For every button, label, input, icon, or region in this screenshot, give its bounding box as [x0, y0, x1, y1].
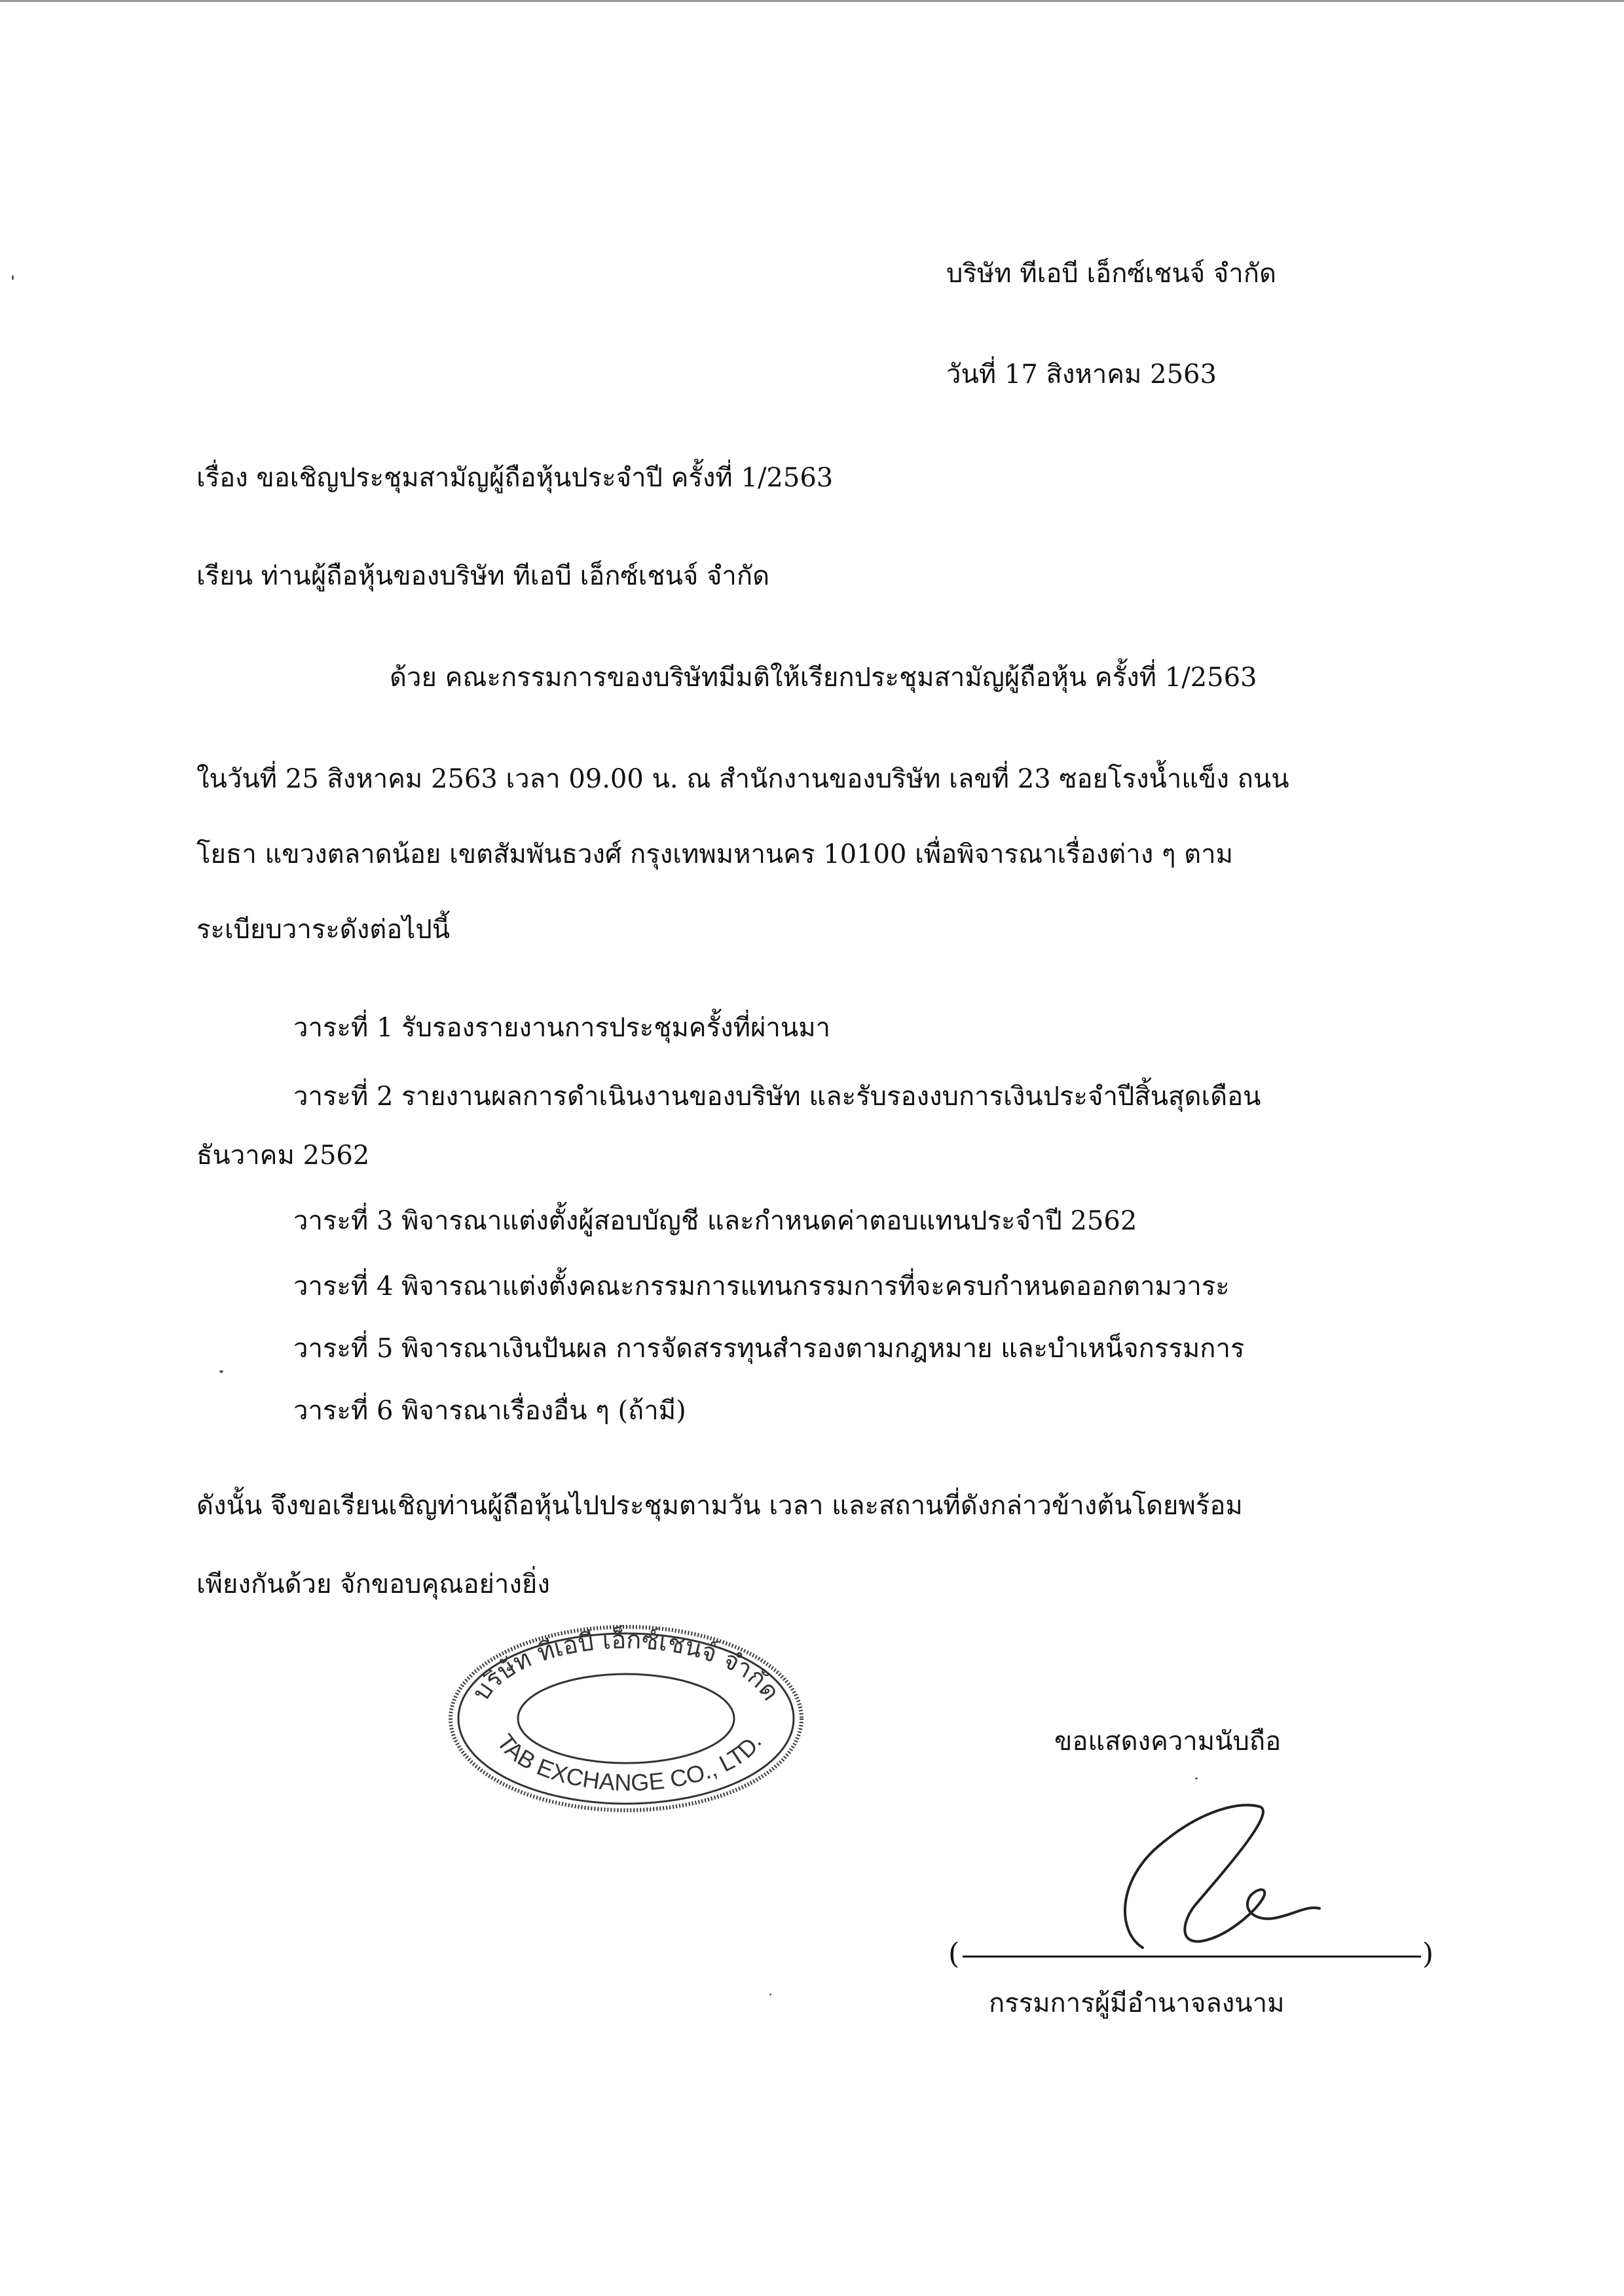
scan-speck [1195, 1777, 1198, 1779]
intro-line-1: ด้วย คณะกรรมการของบริษัทมีมติให้เรียกประชุมสามัญผู้ถือหุ้น ครั้งที่ 1/2563 [390, 663, 1257, 693]
handwritten-signature [953, 1781, 1444, 1951]
subject-line: เรื่อง ขอเชิญประชุมสามัญผู้ถือหุ้นประจำปี ครั้งที่ 1/2563 [196, 463, 834, 493]
scan-edge [0, 0, 1624, 2]
agenda-item-5: วาระที่ 5 พิจารณาเงินปันผล การจัดสรรทุนสำรองตามกฎหมาย และบำเหน็จกรรมการ [293, 1334, 1245, 1364]
closing-line-1: ดังนั้น จึงขอเรียนเชิญท่านผู้ถือหุ้นไปประชุมตามวัน เวลา และสถานที่ดังกล่าวข้างต้นโดยพร้อม [196, 1491, 1243, 1521]
agenda-item-2-continued: ธันวาคม 2562 [196, 1140, 370, 1171]
scan-speck [12, 275, 14, 280]
agenda-item-2: วาระที่ 2 รายงานผลการดำเนินงานของบริษัท และรับรองงบการเงินประจำปีสิ้นสุดเดือน [293, 1082, 1261, 1112]
company-name: บริษัท ทีเอบี เอ็กซ์เชนจ์ จำกัด [946, 259, 1276, 289]
signature-open-paren: ( [948, 1937, 960, 1971]
agenda-item-6: วาระที่ 6 พิจารณาเรื่องอื่น ๆ (ถ้ามี) [293, 1396, 686, 1426]
regards-text: ขอแสดงความนับถือ [1054, 1726, 1282, 1757]
signature-line [963, 1956, 1421, 1958]
scan-speck [769, 1994, 771, 1995]
intro-line-4: ระเบียบวาระดังต่อไปนี้ [196, 915, 451, 945]
intro-line-3: โยธา แขวงตลาดน้อย เขตสัมพันธวงศ์ กรุงเทพมหานคร 10100 เพื่อพิจารณาเรื่องต่าง ๆ ตาม [196, 839, 1233, 869]
seal-thai-text: บริษัท ทีเอบี เอ็กซ์เชนจ์ จำกัด [466, 1625, 786, 1706]
letter-date: วันที่ 17 สิงหาคม 2563 [946, 359, 1217, 390]
agenda-item-1: วาระที่ 1 รับรองรายงานการประชุมครั้งที่ผ่านมา [293, 1013, 831, 1043]
scan-speck [219, 1370, 223, 1373]
agenda-item-3: วาระที่ 3 พิจารณาแต่งตั้งผู้สอบบัญชี และกำหนดค่าตอบแทนประจำปี 2562 [293, 1206, 1137, 1236]
closing-line-2: เพียงกันด้วย จักขอบคุณอย่างยิ่ง [196, 1569, 550, 1599]
signer-title: กรรมการผู้มีอำนาจลงนาม [989, 1988, 1285, 2018]
agenda-item-4: วาระที่ 4 พิจารณาแต่งตั้งคณะกรรมการแทนกรรมการที่จะครบกำหนดออกตามวาระ [293, 1271, 1230, 1302]
recipient-line: เรียน ท่านผู้ถือหุ้นของบริษัท ทีเอบี เอ็กซ์เชนจ์ จำกัด [196, 561, 770, 591]
intro-line-2: ในวันที่ 25 สิงหาคม 2563 เวลา 09.00 น. ณ สำนักงานของบริษัท เลขที่ 23 ซอยโรงน้ำแข็ง ถนน [196, 764, 1289, 794]
seal-english-text: TAB EXCHANGE CO., LTD. [491, 1728, 767, 1796]
signature-close-paren: ) [1422, 1937, 1434, 1971]
company-seal [443, 1620, 809, 1817]
